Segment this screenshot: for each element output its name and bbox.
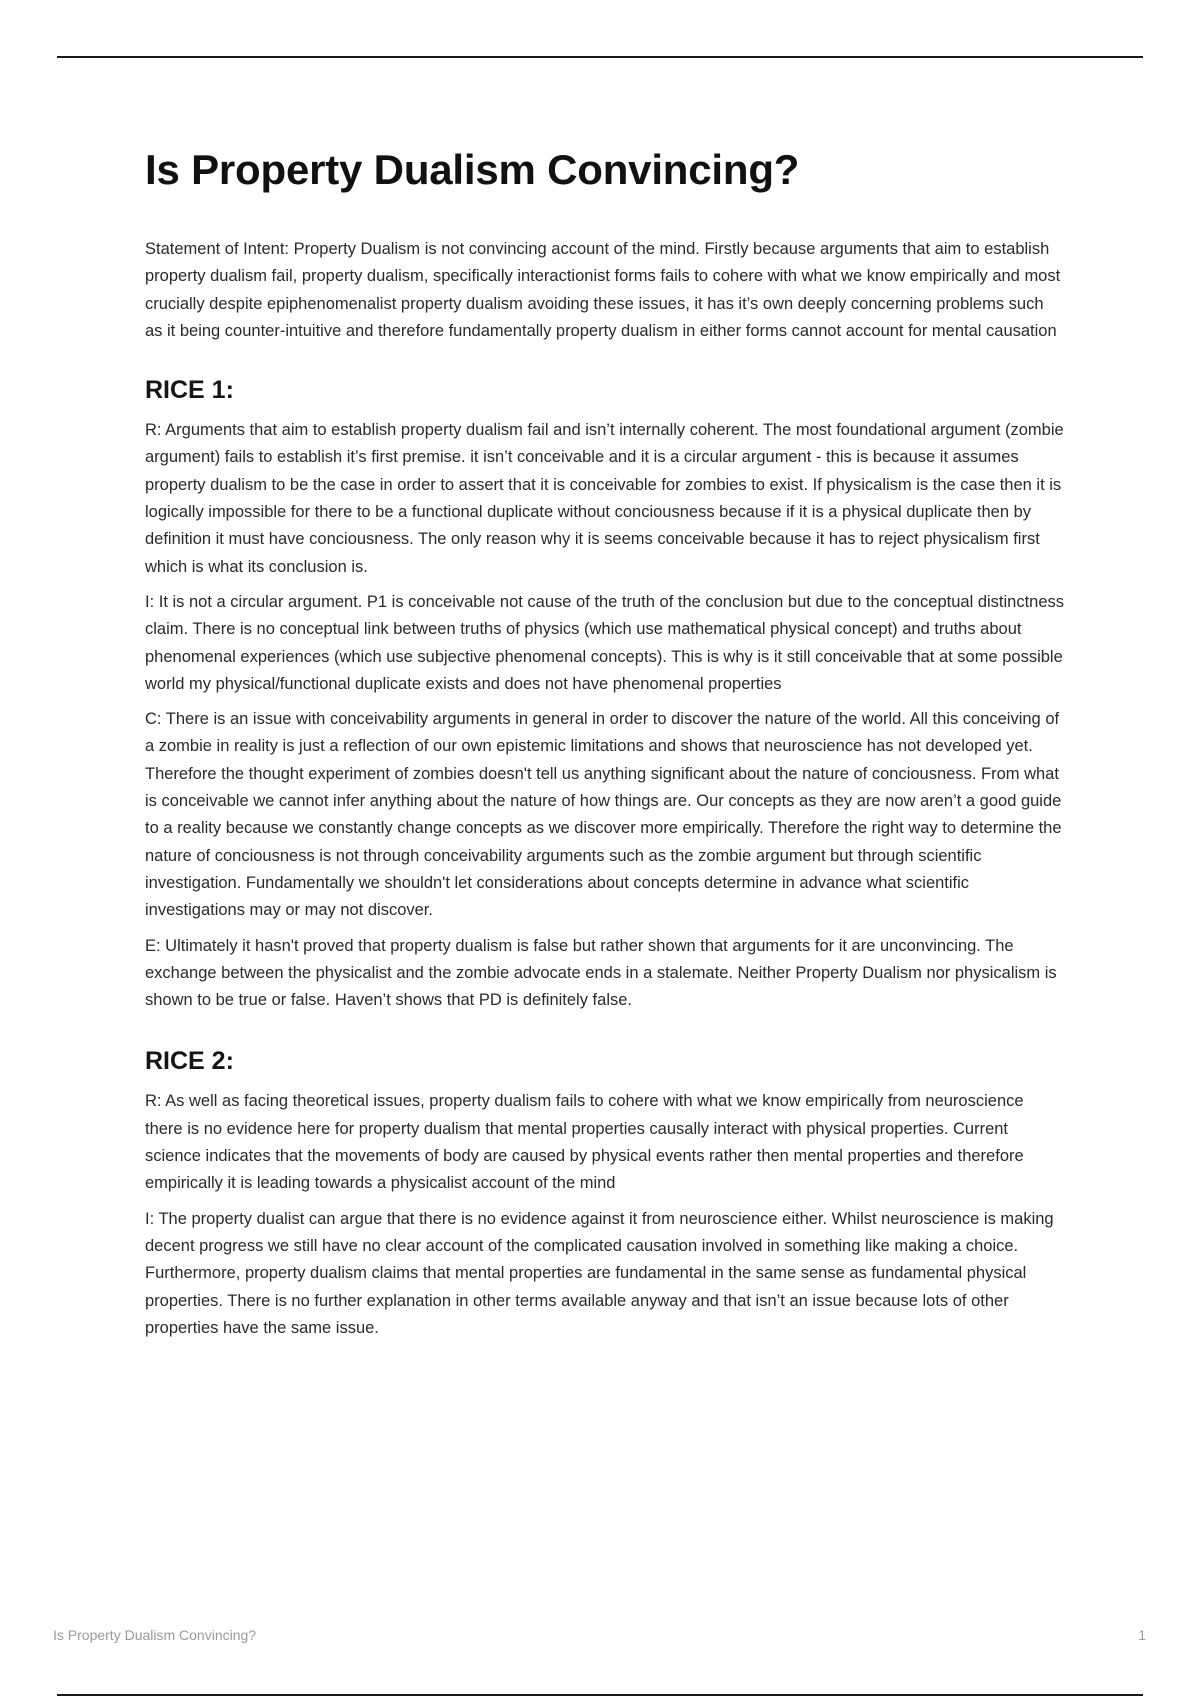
top-rule bbox=[57, 56, 1143, 58]
section-heading: RICE 1: bbox=[145, 376, 234, 405]
paragraph-reason: R: Arguments that aim to establish property dualism fail and isn’t internally coherent. The most foundational argument (zombie argument) fails to establish it’s first premise. it isn’t conceivable and it is a circular argument - this is because it assumes property dualism to be the case in order to assert that it is conceivable for zombies to exist. If physicalism is the case then it is logically impossible for there to be a functional duplicate without conciousness because if it is a physical duplicate then by definition it must have conciousness. The only reason why it is seems conceivable because it has to reject physicalism first which is what its conclusion is. bbox=[145, 421, 1064, 576]
paragraph-evaluation: E: Ultimately it hasn't proved that property dualism is false but rather shown that arguments for it are unconvincing. The exchange between the physicalist and the zombie advocate ends in a stalemate. Neither Property Dualism nor physicalism is shown to be true or false. Haven’t shows that PD is definitely false. bbox=[145, 936, 1057, 1010]
page-title: Is Property Dualism Convincing? bbox=[145, 146, 800, 193]
section-rice-2 bbox=[145, 1044, 1065, 1342]
document-body bbox=[145, 140, 1065, 1350]
paragraph-counter: C: There is an issue with conceivability arguments in general in order to discover the nature of the world. All this conceiving of a zombie in reality is just a reflection of our own epistemic limitations and shows that neuroscience has not developed yet. Therefore the thought experiment of zombies doesn't tell us anything significant about the nature of conciousness. From what is conceivable we cannot infer anything about the nature of how things are. Our concepts as they are now aren’t a good guide to a reality because we constantly change concepts as we discover more empirically. Therefore the right way to determine the nature of conciousness is not through conceivability arguments such as the zombie argument but through scientific investigation. Fundamentally we shouldn't let considerations about concepts determine in advance what scientific investigations may or may not discover. bbox=[145, 710, 1062, 920]
bottom-rule bbox=[57, 1694, 1143, 1696]
section-heading: RICE 2: bbox=[145, 1047, 234, 1076]
paragraph-reason: R: As well as facing theoretical issues, property dualism fails to cohere with what we know empirically from neuroscience there is no evidence here for property dualism that mental properties causally interact with physical properties. Current science indicates that the movements of body are caused by physical events rather then mental properties and therefore empirically it is leading towards a physicalist account of the mind bbox=[145, 1092, 1024, 1193]
section-rice-1 bbox=[145, 373, 1065, 1014]
statement-of-intent: Statement of Intent: Property Dualism is not convincing account of the mind. Firstly because arguments that aim to establish property dualism fail, property dualism, specifically interactionist forms fails to cohere with what we know empirically and most crucially despite epiphenomenalist property dualism avoiding these issues, it has it’s own deeply concerning problems such as it being counter-intuitive and therefore fundamentally property dualism in either forms cannot account for mental causation bbox=[145, 240, 1061, 340]
section-spacer bbox=[145, 1022, 1065, 1044]
paragraph-interpretation: I: The property dualist can argue that there is no evidence against it from neuroscience either. Whilst neuroscience is making decent progress we still have no clear account of the complicated causation involved in something like making a choice. Furthermore, property dualism claims that mental properties are fundamental in the same sense as fundamental physical properties. There is no further explanation in other terms available anyway and that isn’t an issue because lots of other properties have the same issue. bbox=[145, 1209, 1054, 1337]
paragraph-interpretation: I: It is not a circular argument. P1 is conceivable not cause of the truth of the conclusion but due to the conceptual distinctness claim. There is no conceptual link between truths of physics (which use mathematical physical concept) and truths about phenomenal experiences (which use subjective phenomenal concepts). This is why is it still conceivable that at some possible world my physical/functional duplicate exists and does not have phenomenal properties bbox=[145, 592, 1065, 693]
footer-title: Is Property Dualism Convincing? bbox=[53, 1627, 257, 1643]
footer-page-number: 1 bbox=[1138, 1627, 1146, 1643]
